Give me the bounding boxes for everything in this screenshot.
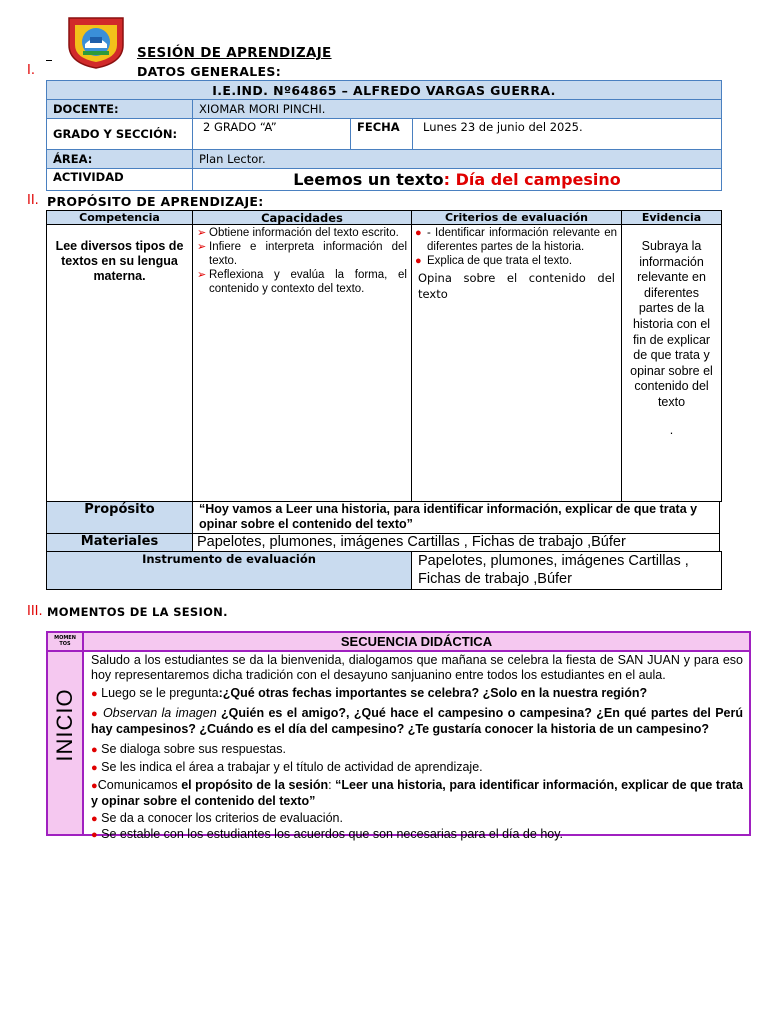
capacidad-item: ➢ Obtiene información del texto escrito. [197,227,399,239]
bullet-item: ●Comunicamos el propósito de la sesión: “Leer una historia, para identificar información, explicar de que trata y opinar sobre el contenido del texto” [91,777,743,808]
bullet-item: ● Se da a conocer los criterios de evaluación. [91,810,343,825]
instrumento-label: Instrumento de evaluación [46,551,412,590]
proposito-table [46,210,722,588]
fecha-value: Lunes 23 de junio del 2025. [413,119,722,150]
bullet-dot-icon: ● [91,707,99,720]
competencia-header: Competencia [46,210,193,225]
bullet-item: ● Luego se le pregunta:¿Qué otras fechas importantes se celebra? ¿Solo en la nuestra región? [91,686,648,700]
inicio-label: INICIO [52,688,77,762]
capacidades-header: Capacidades [192,210,412,225]
inicio-content [91,653,743,844]
fecha-label: FECHA [351,119,413,150]
bullet-item: ● Se estable con los estudiantes los acuerdos que son necesarias para el día de hoy. [91,827,564,841]
underline-mark [46,60,52,61]
criterio-extra: Opina sobre el contenido del texto [418,271,615,301]
school-logo [66,15,126,70]
grado-value: 2 GRADO “A” [193,119,351,150]
actividad-value [193,169,722,191]
materiales-label: Materiales [46,533,193,552]
bullet-dot-icon: ● [91,762,98,774]
momentos-title: MOMENTOS DE LA SESION. [47,605,228,619]
datos-table [46,80,722,191]
criterios-cell [411,224,622,502]
secuencia-header: SECUENCIA DIDÁCTICA [84,633,749,652]
roman-two: II. [27,193,39,208]
evidencia-text: Subraya la información relevante en diferentes partes de la historia con el fin de explicar de que trata y opinar sobre el contenido del texto [630,239,713,409]
evidencia-header: Evidencia [621,210,722,225]
actividad-highlight: : Día del campesino [443,170,621,189]
bullet-item: ● Observan la imagen ¿Quién es el amigo?, ¿Qué hace el campesino o campesina? ¿En qué partes del Perú hay campesinos? ¿Cuándo es el día del campesino? ¿Te gustaría conocer la historia de un campesino? [91,705,743,736]
criterio-item: ● Explica de que trata el texto. [415,255,573,267]
evidencia-dot: . [669,422,674,437]
bullet-dot-icon: ● [91,812,98,825]
competencia-cell [46,224,193,502]
proposito-value: “Hoy vamos a Leer una historia, para identificar información, explicar de que trata y opinar sobre el contenido del texto” [192,501,720,534]
session-title: SESIÓN DE APRENDIZAJE [137,45,332,61]
school-name: I.E.IND. Nº64865 – ALFREDO VARGAS GUERRA. [47,81,722,100]
proposito-label: Propósito [46,501,193,534]
momentos-table [46,631,751,841]
roman-three: III. [27,604,43,619]
area-value: Plan Lector. [193,150,722,169]
roman-one: I. [27,63,35,78]
materiales-value: Papelotes, plumones, imágenes Cartillas , Fichas de trabajo ,Búfer [192,533,720,552]
capacidad-item: ➢ Reflexiona y evalúa la forma, el contenido y contexto del texto. [197,269,407,295]
actividad-label: ACTIVIDAD [47,169,193,191]
bullet-item: ● Se les indica el área a trabajar y el título de actividad de aprendizaje. [91,760,483,774]
capacidades-cell [192,224,412,502]
instrumento-value: Papelotes, plumones, imágenes Cartillas , Fichas de trabajo ,Búfer [411,551,722,590]
bullet-dot-icon: ● [91,688,98,700]
bullet-dot-icon: ● [91,829,98,841]
actividad-main: Leemos un texto [293,170,444,189]
capacidad-item: ➢ Infiere e interpreta información del texto. [197,241,407,267]
bullet-dot-icon: ● [91,779,98,792]
area-label: ÁREA: [47,150,193,169]
bullet-item: ● Se dialoga sobre sus respuestas. [91,741,286,756]
momentos-col-header [48,633,84,652]
inicio-cell [48,652,84,834]
criterio-item: ● - Identificar información relevante en diferentes partes de la historia. [415,227,617,253]
proposito-title: PROPÓSITO DE APRENDIZAJE: [47,194,264,209]
competencia-text: Lee diversos tipos de textos en su lengua materna. [55,239,184,283]
momentos-col-label: MOMEN TOS [54,635,76,647]
bullet-dot-icon: ● [91,743,98,756]
docente-label: DOCENTE: [47,100,193,119]
grado-label: GRADO Y SECCIÓN: [47,119,193,150]
datos-generales-title: DATOS GENERALES: [137,64,281,79]
intro-text: Saludo a los estudiantes se da la bienvenida, dialogamos que mañana se celebra la fiesta de SAN JUAN y para eso hoy representaremos dicha tradición con el desayuno sanjuanino entre todos los estudiantes en el aula. [91,653,743,682]
evidencia-cell [621,224,722,502]
docente-value: XIOMAR MORI PINCHI. [193,100,722,119]
criterios-header: Criterios de evaluación [411,210,622,225]
